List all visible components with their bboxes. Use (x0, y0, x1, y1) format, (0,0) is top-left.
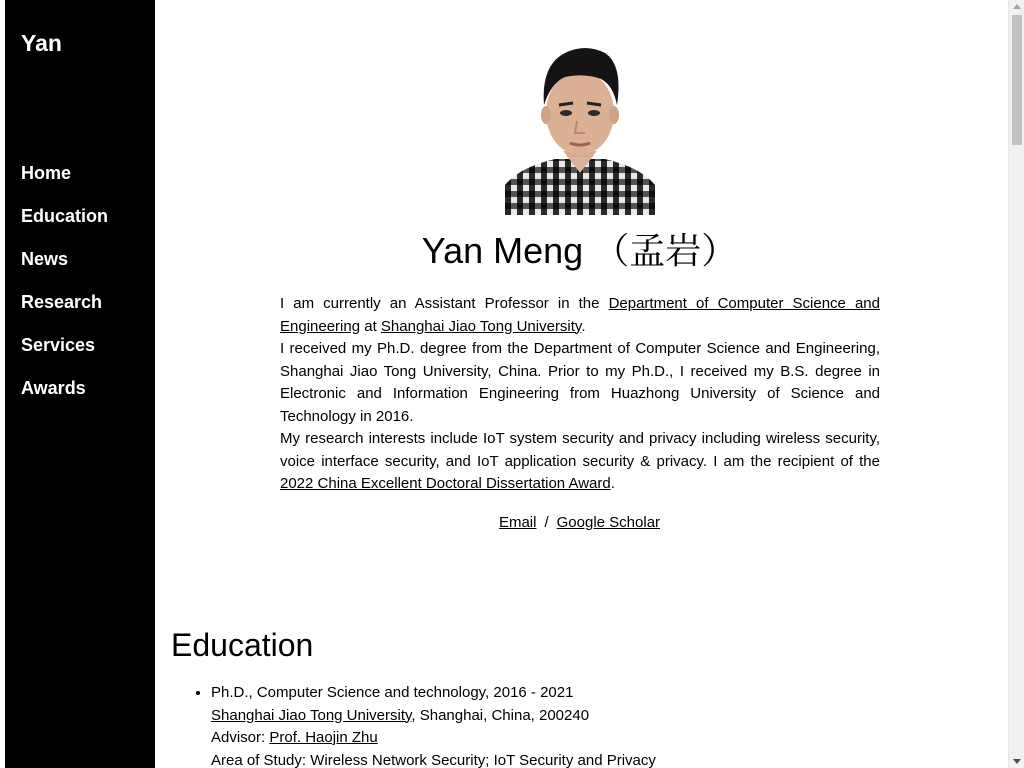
education-heading: Education (171, 627, 314, 663)
degree-text: • Ph.D., Computer Science and technology, 2016 - 2021 (211, 684, 574, 701)
nav-education[interactable]: Education (21, 206, 109, 226)
profile-photo (505, 35, 655, 215)
sidebar (5, 0, 155, 768)
google-scholar-link[interactable]: Google Scholar (556, 514, 661, 531)
nav-services[interactable]: Services (21, 335, 96, 355)
education-list (211, 682, 656, 768)
profile-name: Yan Meng （孟岩） (421, 230, 738, 271)
bio-paragraph-3 (280, 428, 880, 496)
bio-text: My research interests include IoT system security and privacy including wireless security, voice interface security, and IoT application security & privacy. I am the recipient of the (280, 430, 880, 470)
main-content (155, 0, 1008, 768)
nav-awards[interactable]: Awards (21, 378, 86, 398)
bio-text: at (360, 317, 381, 335)
site-brand[interactable]: Yan (21, 30, 62, 56)
portrait-icon (505, 35, 655, 215)
scrollbar-thumb[interactable] (1012, 15, 1022, 145)
bio-paragraph-1 (280, 293, 880, 338)
contact-links (155, 512, 1004, 534)
sidebar-nav (21, 160, 108, 418)
scroll-down-icon[interactable] (1013, 759, 1021, 764)
school-location: , Shanghai, China, 200240 (411, 706, 590, 724)
scroll-up-icon[interactable] (1013, 4, 1021, 9)
bio-text: . (610, 475, 615, 492)
nav-news[interactable]: News (21, 249, 69, 269)
profile-bio (280, 293, 880, 496)
education-item (211, 682, 656, 768)
school-link[interactable]: Shanghai Jiao Tong University (211, 706, 412, 724)
university-link[interactable]: Shanghai Jiao Tong University (380, 317, 582, 335)
advisor-line (211, 727, 656, 750)
area-of-study: Area of Study: Wireless Network Security; IoT Security and Privacy (211, 751, 656, 768)
nav-home[interactable]: Home (21, 163, 72, 183)
advisor-link[interactable]: Prof. Haojin Zhu (269, 729, 378, 746)
school-line (211, 705, 656, 728)
bio-text: . (581, 317, 586, 335)
email-link[interactable]: Email (498, 514, 537, 531)
contact-separator: / (544, 514, 549, 531)
bio-text: I am currently an Assistant Professor in the (280, 295, 609, 312)
award-link[interactable]: 2022 China Excellent Doctoral Dissertation Award (280, 475, 611, 492)
bio-paragraph-2: I received my Ph.D. degree from the Department of Computer Science and Engineering, Shanghai Jiao Tong University, China. Prior to my Ph.D., I received my B.S. degree in Electronic and Information Engineering from Huazhong University of Science and Technology in 2016. (280, 340, 880, 425)
vertical-scrollbar[interactable] (1008, 0, 1024, 768)
department-link[interactable]: Department of Computer Science and Engineering (280, 295, 880, 335)
advisor-label: Advisor: (211, 729, 270, 746)
nav-research[interactable]: Research (21, 292, 103, 312)
